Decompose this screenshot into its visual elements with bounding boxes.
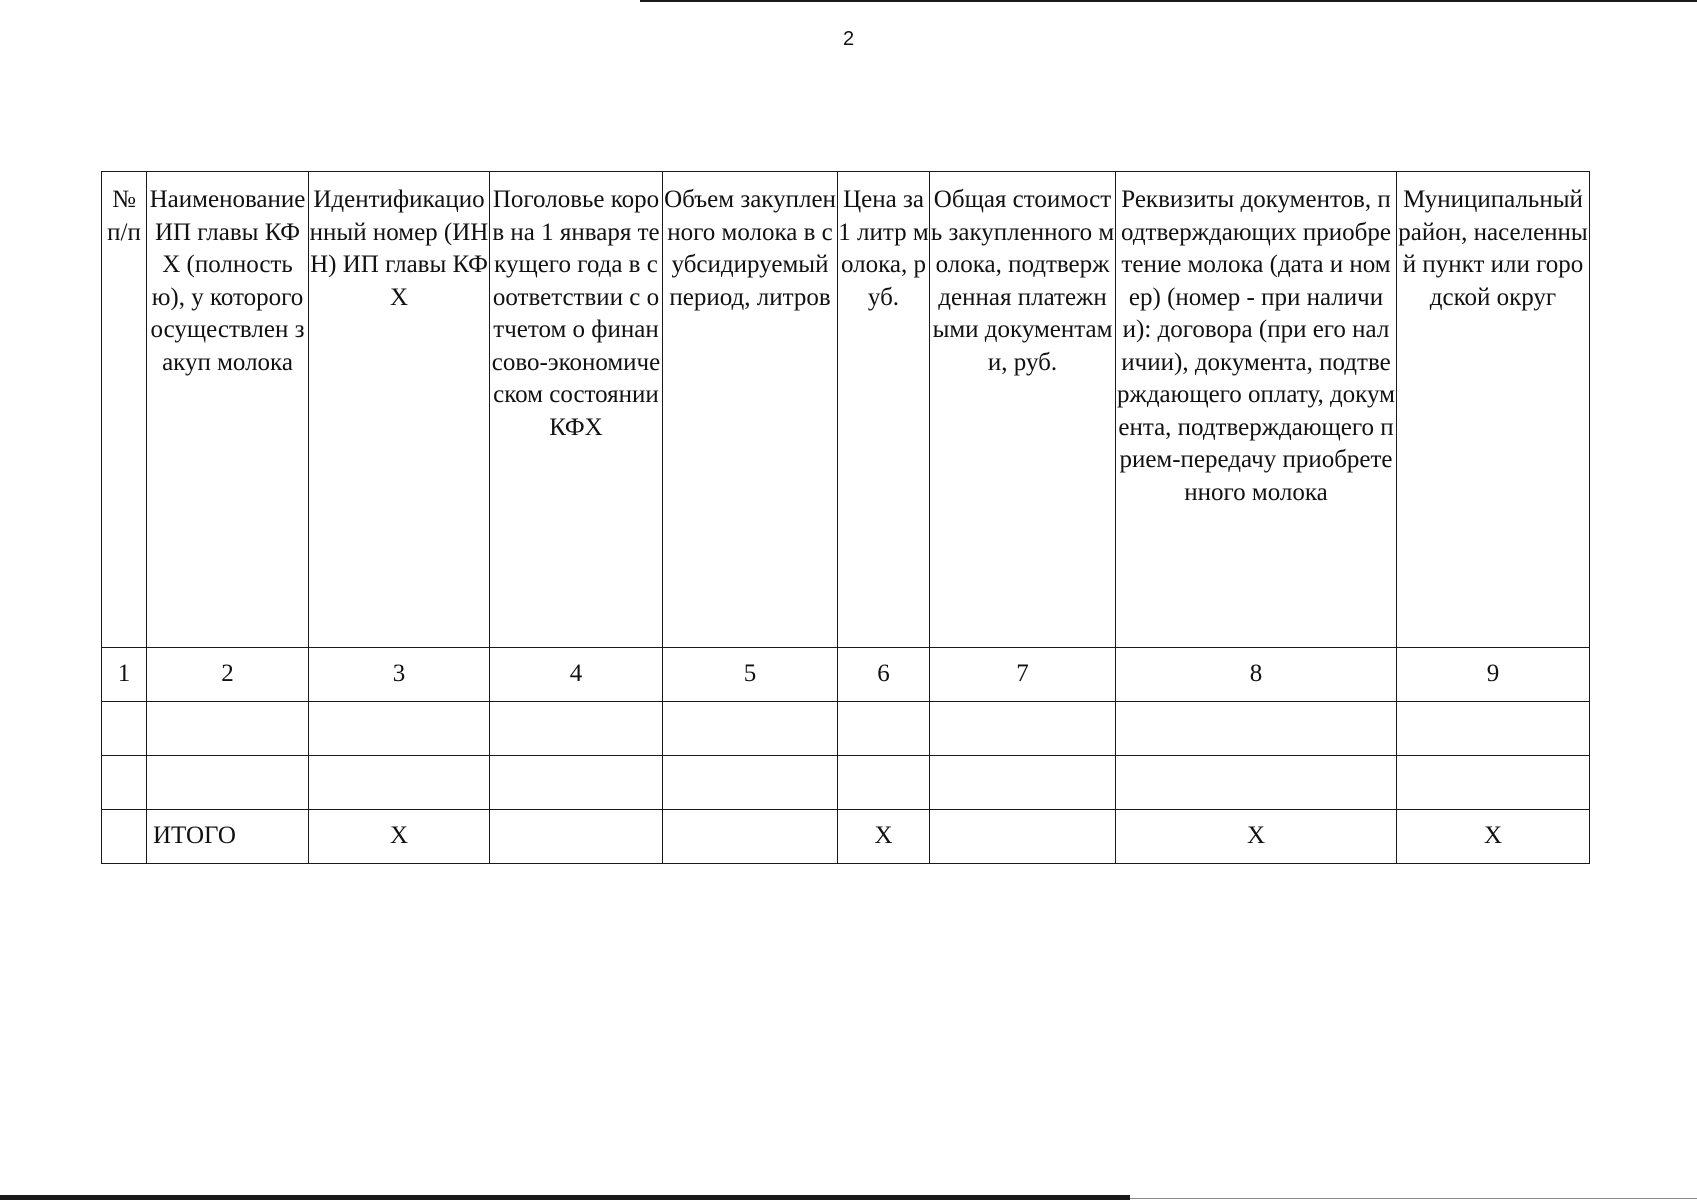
- data-table: [101, 171, 1590, 864]
- total-cell: Х: [309, 810, 490, 864]
- header-cell-district: Муниципальный район, населенный пункт или городской округ: [1397, 172, 1590, 648]
- empty-cell: [663, 756, 838, 810]
- header-cell-cows: Поголовье коров на 1 января текущего года в соответствии с отчетом о финансово-экономическом состоянии КФХ: [490, 172, 663, 648]
- empty-cell: [147, 702, 309, 756]
- empty-cell: [309, 756, 490, 810]
- column-number-row: [102, 648, 1590, 702]
- total-row: [102, 810, 1590, 864]
- column-number-cell: 2: [147, 648, 309, 702]
- header-cell-index: № п/п: [102, 172, 147, 648]
- header-cell-documents: Реквизиты документов, подтверждающих приобретение молока (дата и номер) (номер - при наличии): договора (при его наличии), документа, подтверждающего оплату, документа, подтверждающего прием-передачу приобретенного молока: [1116, 172, 1397, 648]
- empty-cell: [490, 756, 663, 810]
- header-cell-inn: Идентификационный номер (ИНН) ИП главы КФХ: [309, 172, 490, 648]
- scan-edge-bottom-thin: [1130, 1198, 1697, 1199]
- header-cell-price: Цена за 1 литр молока, руб.: [838, 172, 930, 648]
- column-number-cell: 1: [102, 648, 147, 702]
- empty-cell: [1397, 756, 1590, 810]
- total-cell: [102, 810, 147, 864]
- total-label: ИТОГО: [147, 810, 309, 864]
- scan-edge-top: [640, 0, 1697, 2]
- empty-cell: [1397, 702, 1590, 756]
- total-cell: Х: [838, 810, 930, 864]
- empty-cell: [930, 756, 1116, 810]
- total-cell: [490, 810, 663, 864]
- header-cell-total-cost: Общая стоимость закупленного молока, подтвержденная платежными документами, руб.: [930, 172, 1116, 648]
- total-cell: [663, 810, 838, 864]
- empty-cell: [1116, 702, 1397, 756]
- empty-cell: [309, 702, 490, 756]
- column-number-cell: 7: [930, 648, 1116, 702]
- column-number-cell: 9: [1397, 648, 1590, 702]
- column-number-cell: 4: [490, 648, 663, 702]
- empty-cell: [102, 756, 147, 810]
- empty-cell: [1116, 756, 1397, 810]
- header-row: [102, 172, 1590, 648]
- scan-edge-bottom: [0, 1195, 1130, 1200]
- page-number: 2: [842, 28, 855, 50]
- empty-cell: [102, 702, 147, 756]
- empty-cell: [663, 702, 838, 756]
- column-number-cell: 3: [309, 648, 490, 702]
- empty-cell: [838, 702, 930, 756]
- total-cell: Х: [1116, 810, 1397, 864]
- column-number-cell: 6: [838, 648, 930, 702]
- column-number-cell: 5: [663, 648, 838, 702]
- table-row: [102, 756, 1590, 810]
- empty-cell: [838, 756, 930, 810]
- empty-cell: [147, 756, 309, 810]
- header-cell-volume: Объем закупленного молока в субсидируемый период, литров: [663, 172, 838, 648]
- empty-cell: [490, 702, 663, 756]
- total-cell: Х: [1397, 810, 1590, 864]
- column-number-cell: 8: [1116, 648, 1397, 702]
- table-row: [102, 702, 1590, 756]
- header-cell-name: Наименование ИП главы КФХ (полностью), у которого осуществлен закуп молока: [147, 172, 309, 648]
- empty-cell: [930, 702, 1116, 756]
- total-cell: [930, 810, 1116, 864]
